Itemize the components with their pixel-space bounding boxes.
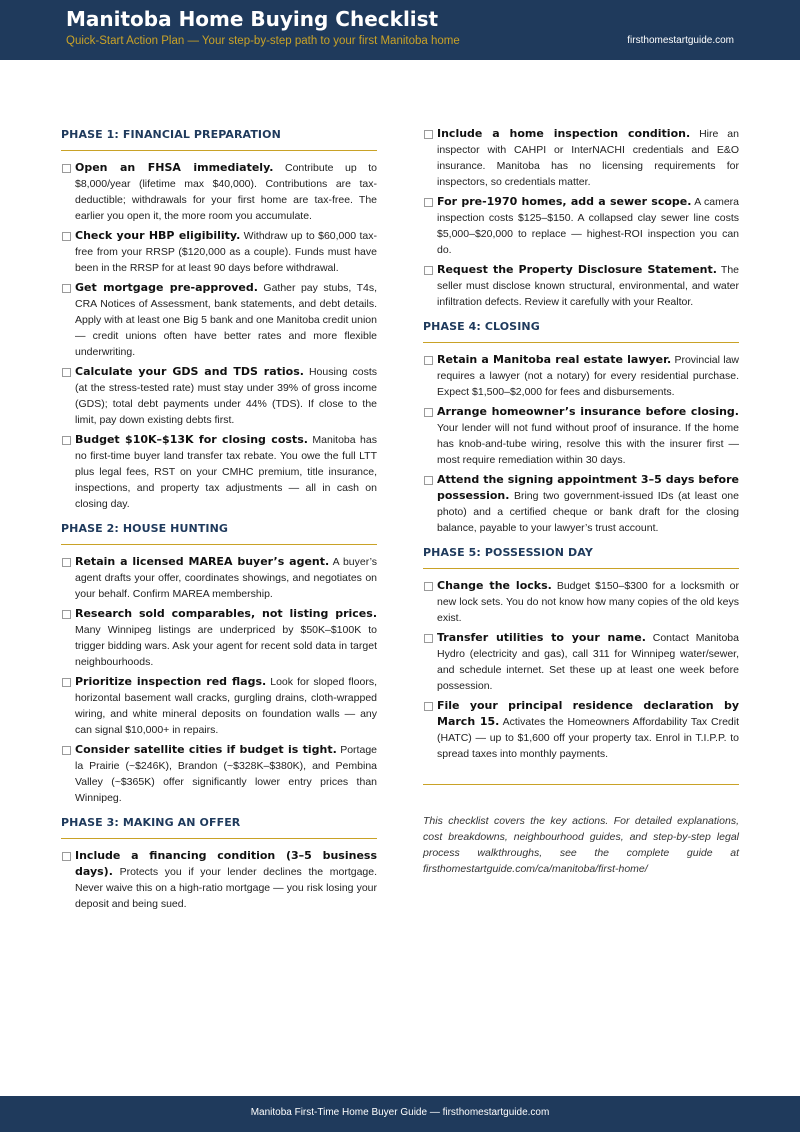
checklist-item-text: Withdraw up to $60,000 tax-free from your RRSP ($120,000 as a couple). Funds must have been in the RRSP for at least 90 days before withdrawal. [75, 230, 377, 274]
checklist-item-text: Many Winnipeg listings are underpriced by $50K–$100K to trigger bidding wars. Ask your agent for recent sold data in target neighbourhoods. [75, 624, 377, 668]
page-footer [0, 1096, 800, 1132]
checklist-item [423, 404, 739, 468]
checkbox-icon[interactable] [62, 852, 71, 861]
checklist-item [423, 578, 739, 626]
right-column [423, 126, 739, 877]
checklist-item [423, 472, 739, 536]
page-subtitle: Quick-Start Action Plan — Your step-by-step path to your first Manitoba home [66, 35, 460, 47]
checklist-item [423, 194, 739, 258]
checklist-item-text: Contribute up to $8,000/year (lifetime max $40,000). Contributions are tax-deductible; withdrawals for your first home are tax-free. The earlier you open it, the more room you accumulate. [75, 162, 378, 222]
checklist-item-text: Gather pay stubs, T4s, CRA Notices of Assessment, bank statements, and debt details. Apply with at least one Big 5 bank and one Manitoba credit union — credit unions often have better rates and more flexible underwriting. [75, 282, 378, 358]
checkbox-icon[interactable] [424, 582, 433, 591]
checkbox-icon[interactable] [424, 702, 433, 711]
checkbox-icon[interactable] [62, 284, 71, 293]
checklist-item-text: Portage la Prairie (~$246K), Brandon (~$328K–$380K), and Pembina Valley (~$365K) offer significantly lower entry prices than Winnipeg. [75, 744, 377, 804]
phase-section [61, 520, 377, 806]
phase-3-continued [423, 126, 739, 310]
checkbox-icon[interactable] [62, 558, 71, 567]
checkbox-icon[interactable] [62, 368, 71, 377]
checklist-item-text: Hire an inspector with CAHPI or InterNACHI credentials and E&O insurance. Manitoba has no licensing requirements for inspectors, so credentials matter. [437, 128, 739, 188]
phase-heading: PHASE 5: POSSESSION DAY [423, 544, 739, 569]
checkbox-icon[interactable] [62, 232, 71, 241]
checklist-item-title: Calculate your GDS and TDS ratios. [75, 365, 304, 378]
checkbox-icon[interactable] [62, 436, 71, 445]
checklist-item [423, 630, 739, 694]
closing-note: This checklist covers the key actions. For detailed explanations, cost breakdowns, neighbourhood guides, and step-by-step legal process walkthroughs, see the complete guide at firsthomestartguide.com/ca/manitoba/first-home/ [423, 815, 739, 875]
checkbox-icon[interactable] [424, 198, 433, 207]
phase-section [61, 814, 377, 912]
checklist-item [423, 352, 739, 400]
checklist-item-title: Change the locks. [437, 579, 552, 592]
checklist-item-title: Consider satellite cities if budget is tight. [75, 743, 337, 756]
checklist-item-title: Request the Property Disclosure Statement. [437, 263, 717, 276]
checklist-item-title: Arrange homeowner’s insurance before closing. [437, 405, 739, 418]
phase-section [423, 318, 739, 536]
phase-heading: PHASE 3: MAKING AN OFFER [61, 814, 377, 839]
checklist-item-text: Manitoba has no first-time buyer land transfer tax rebate. You owe the full LTT plus legal fees, RST on your CMHC premium, title insurance, inspections, and property tax adjustments — all in cash on closing day. [75, 434, 377, 510]
checklist-item [423, 126, 739, 190]
checkbox-icon[interactable] [424, 408, 433, 417]
checkbox-icon[interactable] [62, 678, 71, 687]
checklist-item-text: The seller must disclose known structural, environmental, and water infiltration defects. Review it carefully with your Realtor. [437, 264, 739, 308]
phase-heading: PHASE 1: FINANCIAL PREPARATION [61, 126, 377, 151]
checklist-item-title: Open an FHSA immediately. [75, 161, 274, 174]
left-column [61, 126, 377, 920]
checkbox-icon[interactable] [424, 266, 433, 275]
checklist-item-title: Attend the signing appointment 3–5 days before possession. [437, 473, 739, 502]
checkbox-icon[interactable] [62, 610, 71, 619]
checkbox-icon[interactable] [62, 746, 71, 755]
checklist-item-text: A camera inspection costs $125–$150. A collapsed clay sewer line costs $5,000–$20,000 to replace — highest-ROI inspection you can do. [437, 196, 739, 256]
checklist-item [61, 848, 377, 912]
checklist-item-text: Activates the Homeowners Affordability Tax Credit (HATC) — up to $1,600 off your property tax. Enrol in T.I.P.P. to spread taxes into monthly payments. [437, 716, 740, 760]
checklist-item [61, 674, 377, 738]
checkbox-icon[interactable] [424, 634, 433, 643]
checklist-item [423, 262, 739, 310]
checklist-item-text: Protects you if your lender declines the mortgage. Never waive this on a high-ratio mortgage — you risk losing your deposit and being sued. [75, 866, 378, 910]
checklist-item-title: Include a home inspection condition. [437, 127, 691, 140]
checklist-item-title: Research sold comparables, not listing prices. [75, 607, 377, 620]
checklist-item [61, 280, 377, 360]
checklist-item-title: Get mortgage pre-approved. [75, 281, 258, 294]
checklist-item-text: Your lender will not fund without proof of insurance. If the home has knob-and-tube wiring, resolve this with the insurer first — most require remediation within 30 days. [437, 422, 739, 466]
header-url: firsthomestartguide.com [627, 35, 734, 46]
checklist-item-title: Include a financing condition (3–5 business days). [75, 849, 377, 878]
checklist-item [61, 432, 377, 512]
footer-text: Manitoba First-Time Home Buyer Guide — firsthomestartguide.com [250, 1107, 550, 1118]
checklist-item-text: Provincial law requires a lawyer (not a notary) for every residential purchase. Expect $1,500–$2,000 for fees and disbursements. [437, 354, 739, 398]
checklist-item-title: For pre-1970 homes, add a sewer scope. [437, 195, 692, 208]
checklist-item [61, 742, 377, 806]
checkbox-icon[interactable] [424, 130, 433, 139]
checklist-item-title: Transfer utilities to your name. [437, 631, 646, 644]
checklist-item-text: Bring two government-issued IDs (at least one photo) and a certified cheque or bank draft for the closing balance, payable to your lawyer’s trust account. [437, 490, 739, 534]
checkbox-icon[interactable] [424, 356, 433, 365]
checkbox-icon[interactable] [424, 476, 433, 485]
checklist-item-text: Contact Manitoba Hydro (electricity and gas), call 311 for Winnipeg water/sewer, and schedule internet. Set these up at least one week before possession. [437, 632, 739, 692]
phase-section [61, 126, 377, 512]
page-header [0, 0, 800, 60]
checklist-item-title: Retain a Manitoba real estate lawyer. [437, 353, 672, 366]
checklist-item [61, 228, 377, 276]
phase-section [423, 544, 739, 762]
checklist-item-title: Budget $10K–$13K for closing costs. [75, 433, 308, 446]
checklist-item [61, 606, 377, 670]
checklist-item-text: Housing costs (at the stress-tested rate) must stay under 39% of gross income (GDS); total debt payments under 44% (TDS). If close to the limit, pay down existing debts first. [75, 366, 377, 426]
checkbox-icon[interactable] [62, 164, 71, 173]
checklist-item [61, 364, 377, 428]
checklist-item-text: Look for sloped floors, horizontal basement wall cracks, gurgling drains, cloth-wrapped wiring, and white mineral deposits on foundation walls — any can signal $10,000+ in repairs. [75, 676, 377, 736]
checklist-item-title: Prioritize inspection red flags. [75, 675, 267, 688]
checklist-item-text: A buyer’s agent drafts your offer, coordinates showings, and negotiates on your behalf. Confirm MAREA membership. [75, 556, 378, 600]
phase-heading: PHASE 4: CLOSING [423, 318, 739, 343]
right-phases [423, 318, 739, 762]
phase-heading: PHASE 2: HOUSE HUNTING [61, 520, 377, 545]
page-title: Manitoba Home Buying Checklist [66, 7, 439, 31]
checklist-item-title: File your principal residence declaration by March 15. [437, 699, 739, 728]
checklist-item [61, 554, 377, 602]
checklist-item-text: Budget $150–$300 for a locksmith or new lock sets. You do not know how many copies of the old keys exist. [437, 580, 739, 624]
checklist-item-title: Retain a licensed MAREA buyer’s agent. [75, 555, 330, 568]
checklist-item-title: Check your HBP eligibility. [75, 229, 241, 242]
checklist-item [61, 160, 377, 224]
checklist-item [423, 698, 739, 762]
closing-divider [423, 784, 739, 785]
